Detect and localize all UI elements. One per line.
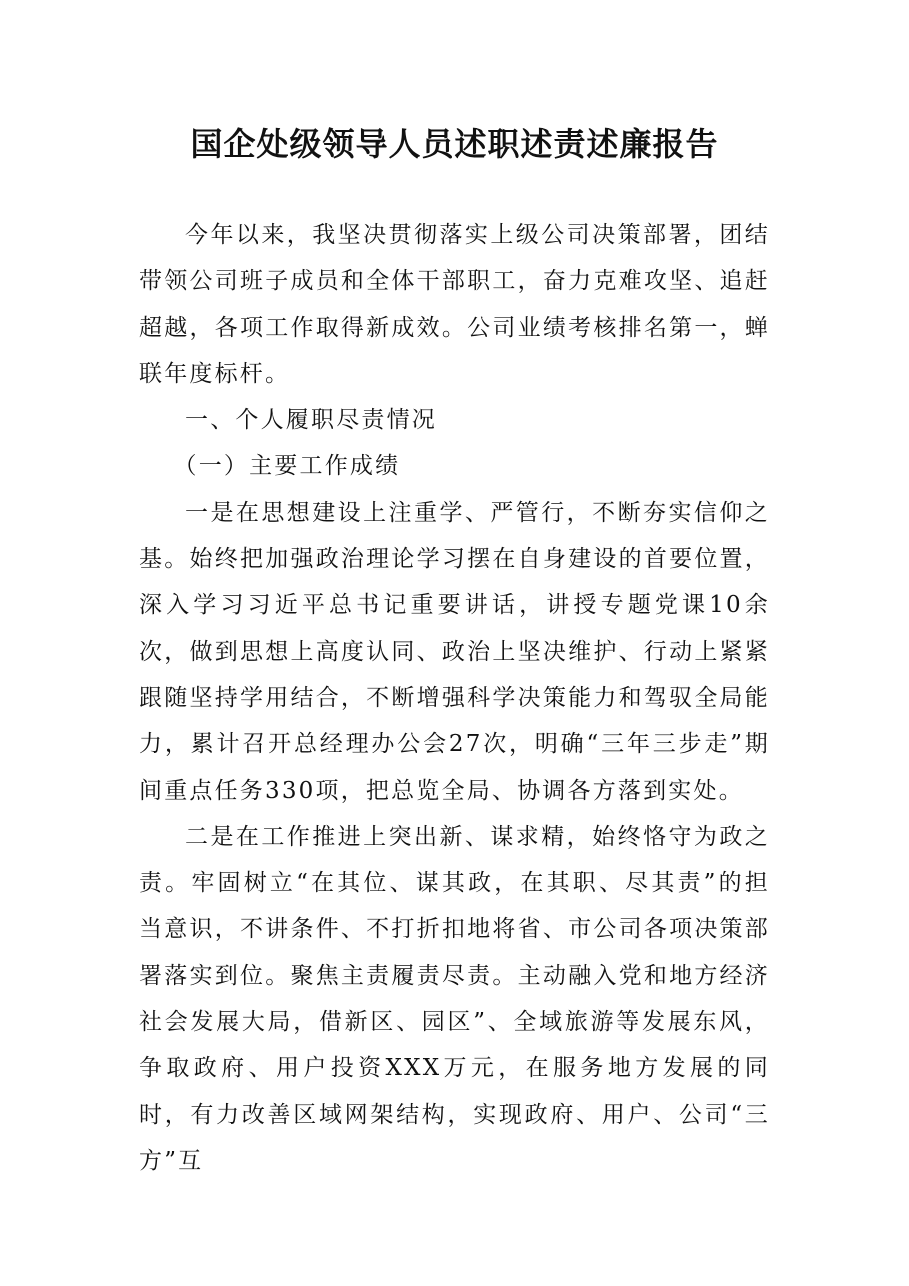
intro-paragraph: 今年以来，我坚决贯彻落实上级公司决策部署，团结带领公司班子成员和全体干部职工，奋力克难攻坚、追赶超越，各项工作取得新成效。公司业绩考核排名第一，蝉联年度标杆。 (139, 222, 770, 387)
body-paragraph-2: 二是在工作推进上突出新、谋求精，始终恪守为政之责。牢固树立“在其位、谋其政，在其职、尽其责”的担当意识，不讲条件、不打折扣地将省、市公司各项决策部署落实到位。聚焦主责履责尽责。主动融入党和地方经济社会发展大局，借新区、园区”、全域旅游等发展东风，争取政府、用户投资XXX万元，在服务地方发展的同时，有力改善区域网架结构，实现政府、用户、公司“三方”互 (139, 823, 770, 1174)
document-body (139, 212, 770, 1184)
body-paragraph-1: 一是在思想建设上注重学、严管行，不断夯实信仰之基。始终把加强政治理论学习摆在自身建设的首要位置，深入学习习近平总书记重要讲话，讲授专题党课10余次，做到思想上高度认同、政治上坚决维护、行动上紧紧跟随坚持学用结合，不断增强科学决策能力和驾驭全局能力，累计召开总经理办公会27次，明确“三年三步走”期间重点任务330项，把总览全局、协调各方落到实处。 (139, 499, 770, 804)
document-title: 国企处级领导人员述职述责述廉报告 (190, 125, 719, 163)
subsection-heading: （一）主要工作成绩 (173, 453, 401, 480)
section-heading: 一、个人履职尽责情况 (185, 407, 437, 434)
